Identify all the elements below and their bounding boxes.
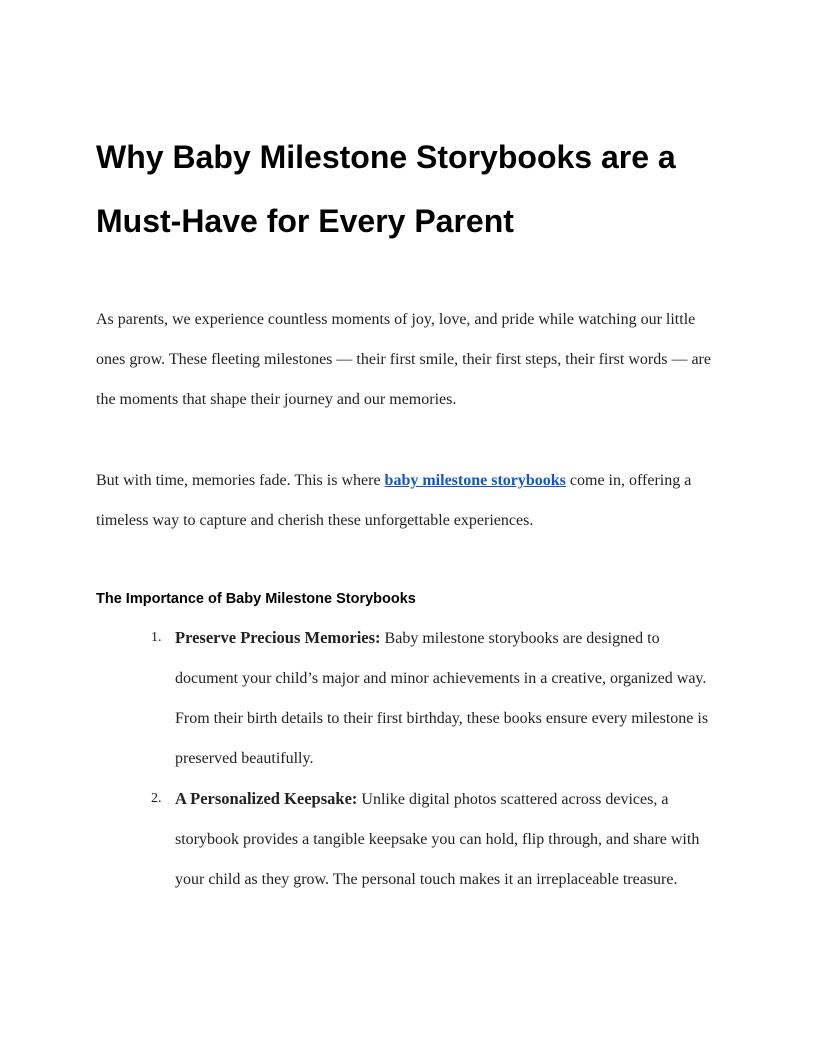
list-item-text: Unlike digital photos scattered across devices, a storybook provides a tangible keepsake you can hold, flip through, and share with your child as they grow. The personal touch makes it an irreplaceable treasure. bbox=[175, 791, 700, 888]
section-heading: The Importance of Baby Milestone Storybooks bbox=[96, 591, 416, 607]
list-item-heading: A Personalized Keepsake: bbox=[175, 789, 358, 808]
list-item-number: 2. bbox=[151, 791, 162, 806]
second-paragraph bbox=[96, 461, 726, 541]
storybooks-link[interactable]: baby milestone storybooks bbox=[384, 472, 566, 489]
list-item-number: 1. bbox=[151, 630, 162, 645]
article-title: Why Baby Milestone Storybooks are a Must-Have for Every Parent bbox=[96, 139, 676, 239]
list-item-heading: Preserve Precious Memories: bbox=[175, 628, 381, 647]
list-item bbox=[96, 618, 726, 779]
second-paragraph-tail: come in, offering a timeless way to capture and cherish these unforgettable experiences. bbox=[96, 472, 692, 529]
second-paragraph-lead: But with time, memories fade. This is where bbox=[96, 472, 385, 489]
intro-paragraph: As parents, we experience countless moments of joy, love, and pride while watching our little ones grow. These fleeting milestones — their first smile, their first steps, their first words — are the moments that shape their journey and our memories. bbox=[96, 311, 711, 408]
list-item bbox=[96, 779, 726, 900]
importance-list bbox=[96, 618, 726, 900]
document-page bbox=[96, 0, 726, 1056]
list-item-text: Baby milestone storybooks are designed to document your child’s major and minor achievements in a creative, organized way. From their birth details to their first birthday, these books ensure every milestone is preserved beautifully. bbox=[175, 630, 709, 767]
